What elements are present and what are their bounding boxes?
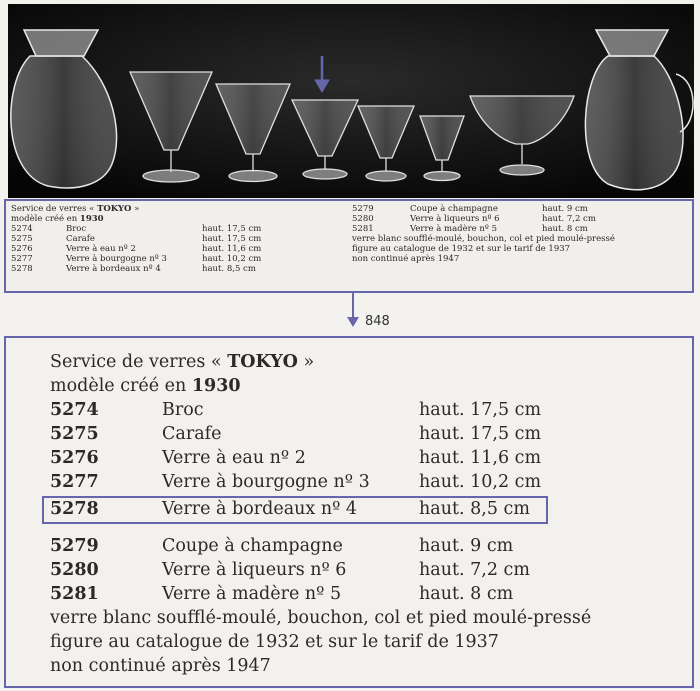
caption-note: non continué après 1947 bbox=[352, 254, 460, 264]
catalogue-caption: Service de verres « TOKYO » modèle créé en 1930 5274 Broc haut. 17,5 cm 5275 Carafe haut. 17,5 cm 5276 Verre à eau nº 2 haut. 11,6 cm 5277 Verre à bourgogne nº 3 haut. 10,2 cm 5278 Verre à bordeaux nº 4 haut. 8,5 cm 5279 Coupe à champagne haut. 9 cm 5280 Verre à liqueurs nº 6 haut. 7,2 cm 5281 Verre à madère nº 5 haut. 8 cm verre blanc soufflé-moulé, bouchon, col et pied moulé-pressé figure au catalogue de 1932 et sur le tarif de 1937 non continué après 1947 bbox=[4, 199, 694, 293]
detail-title: Service de verres « TOKYO » bbox=[50, 352, 315, 372]
caption-note: verre blanc soufflé-moulé, bouchon, col et pied moulé-pressé bbox=[352, 234, 615, 244]
page-number: 848 bbox=[365, 314, 390, 329]
caption-title: Service de verres « TOKYO » bbox=[11, 204, 140, 214]
detail-note: figure au catalogue de 1932 et sur le tarif de 1937 bbox=[50, 632, 499, 652]
detail-created: modèle créé en 1930 bbox=[50, 376, 241, 396]
down-arrow-icon bbox=[345, 293, 361, 329]
caption-created: modèle créé en 1930 bbox=[11, 214, 104, 224]
detail-note: non continué après 1947 bbox=[50, 656, 271, 676]
caption-note: figure au catalogue de 1932 et sur le tarif de 1937 bbox=[352, 244, 571, 254]
detail-note: verre blanc soufflé-moulé, bouchon, col et pied moulé-pressé bbox=[50, 608, 592, 628]
product-photograph bbox=[8, 4, 694, 198]
enlarged-caption: Service de verres « TOKYO » modèle créé en 1930 5274 Broc haut. 17,5 cm 5275 Carafe haut. 17,5 cm 5276 Verre à eau nº 2 haut. 11,6 cm 5277 Verre à bourgogne nº 3 haut. 10,2 cm 5278 Verre à bordeaux nº 4 haut. 8,5 cm 5279 Coupe à champagne haut. 9 cm 5280 Verre à liqueurs nº 6 haut. 7,2 cm 5281 Verre à madère nº 5 haut. 8 cm verre blanc soufflé-moulé, bouchon, col et pied moulé-pressé figure au catalogue de 1932 et sur le tarif de 1937 non continué après 1947 bbox=[4, 336, 694, 688]
